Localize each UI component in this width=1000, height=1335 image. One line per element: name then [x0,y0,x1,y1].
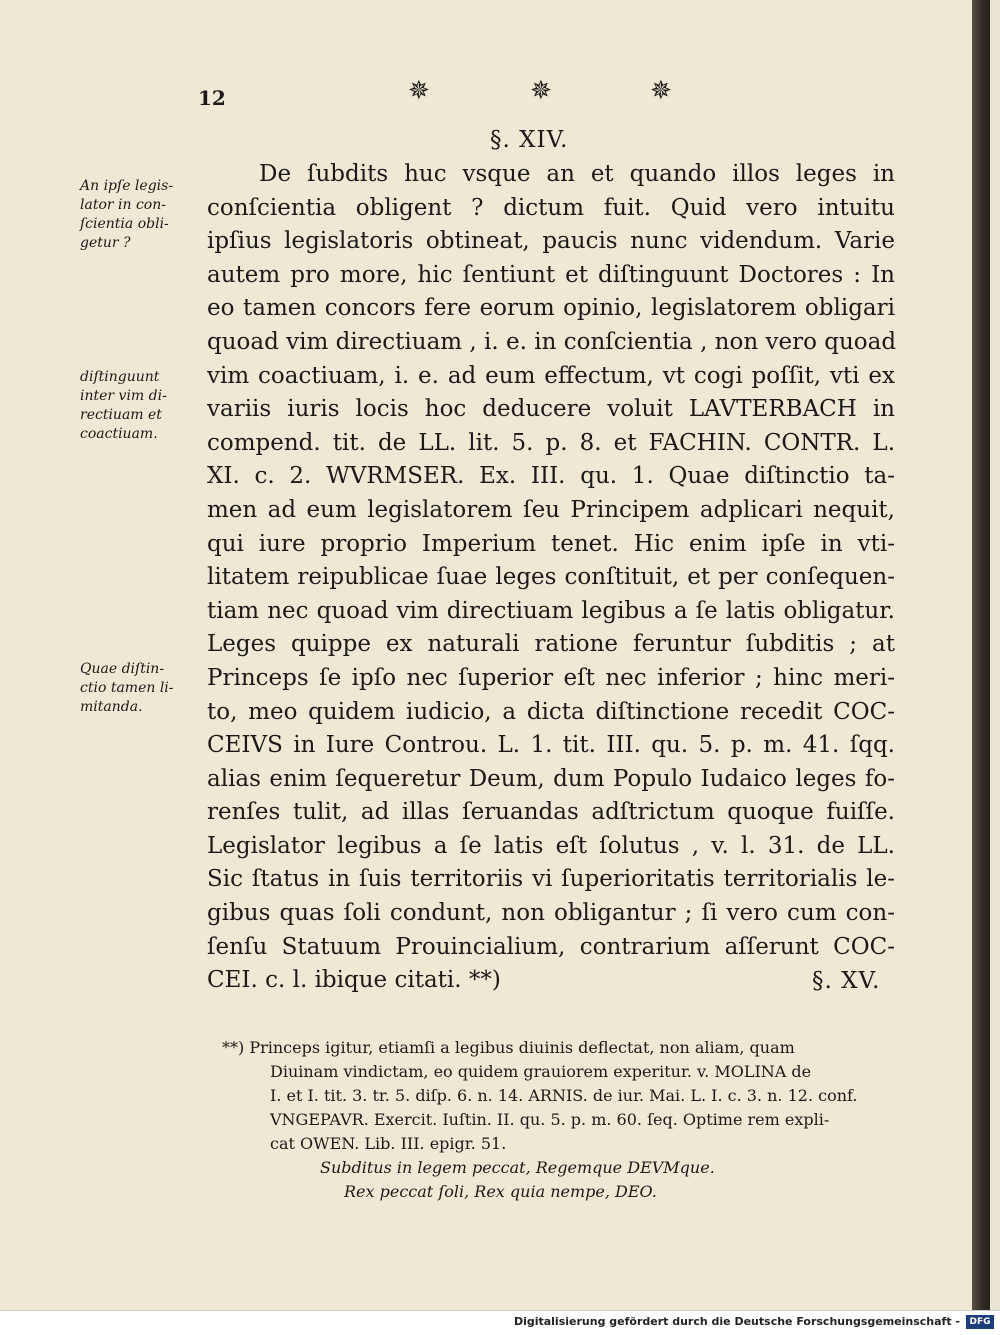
margin-note-line: getur ? [80,235,131,251]
margin-note-line: rectiuam et [80,407,162,423]
body-paragraph [207,158,895,998]
ornament-star-icon: ✵ [530,76,552,106]
body-line: eo tamen concors fere eorum opinio, legislatorem obligari [207,295,895,322]
verse-line: Subditus in legem peccat, Regemque DEVMque. [320,1158,715,1177]
footnote-line: Diuinam vindictam, eo quidem grauiorem experitur. v. MOLINA de [270,1062,812,1081]
margin-note [80,177,198,253]
body-line: tiam nec quoad vim directiuam legibus a ſe latis obligatur. [207,597,895,624]
digitization-footer [0,1310,1000,1335]
margin-note-line: lator in con- [80,197,166,213]
body-line: Sic ſtatus in ſuis territoriis vi ſuperioritatis territorialis le- [207,866,895,893]
footnote-line: **) Princeps igitur, etiamſi a legibus diuinis deflectat, non aliam, quam [222,1038,795,1057]
book-binding-edge [972,0,990,1310]
dfg-logo: DFG [966,1315,994,1329]
body-line: alias enim ſequeretur Deum, dum Populo Iudaico leges fo- [207,765,895,792]
body-line: litatem reipublicae ſuae leges conſtituit, et per conſequen- [207,564,895,591]
margin-note-line: diſtinguunt [80,369,160,385]
footnote-line: VNGEPAVR. Exercit. Iuſtin. II. qu. 5. p. m. 60. ſeq. Optime rem expli- [270,1110,830,1129]
body-line: ſenſu Statuum Prouincialium, contrarium aſſerunt COC- [207,933,895,960]
body-line: De ſubdits huc vsque an et quando illos leges in [259,161,895,187]
verse-line: Rex peccat ſoli, Rex quia nempe, DEO. [344,1182,657,1201]
margin-note [80,660,198,717]
body-line: Princeps ſe ipſo nec ſuperior eſt nec inferior ; hinc meri- [207,664,895,691]
body-line: Legislator legibus a ſe latis eſt ſolutus , v. l. 31. de LL. [207,832,895,859]
margin-note [80,368,198,444]
body-line: compend. tit. de LL. lit. 5. p. 8. et FACHIN. CONTR. L. [207,429,895,456]
margin-note-line: mitanda. [80,699,143,715]
body-line: quoad vim directiuam , i. e. in conſcientia , non vero quoad [207,328,897,355]
body-line: men ad eum legislatorem ſeu Principem adplicari nequit, [207,496,895,523]
body-line: ipſius legislatoris obtineat, paucis nunc videndum. Varie [207,228,895,255]
page-number: 12 [198,86,226,110]
ornament-star-icon: ✵ [408,76,430,106]
body-line: CEI. c. l. ibique citati. **) [207,967,501,994]
body-line: conſcientia obligent ? dictum fuit. Quid vero intuitu [207,194,895,221]
footnote [222,1036,902,1204]
section-heading: §. XIV. [490,127,569,153]
margin-note-line: Quae diſtin- [80,661,165,677]
body-line: qui iure proprio Imperium tenet. Hic enim ipſe in vti- [207,530,895,557]
margin-note-line: inter vim di- [80,388,167,404]
body-line: CEIVS in Iure Controu. L. 1. tit. III. qu. 5. p. m. 41. ſqq. [207,732,895,759]
footer-credit: Digitalisierung gefördert durch die Deutsche Forschungsgemeinschaft - [513,1315,960,1328]
body-line: to, meo quidem iudicio, a dicta diſtinctione recedit COC- [207,698,895,725]
margin-note-line: ſcientia obli- [80,216,169,232]
body-line: autem pro more, hic ſentiunt et diſtinguunt Doctores : In [207,261,895,288]
body-line: XI. c. 2. WVRMSER. Ex. III. qu. 1. Quae diſtinctio ta- [207,463,895,490]
body-line: gibus quas ſoli condunt, non obligantur ; ſi vero cum con- [207,900,895,927]
body-line: renſes tulit, ad illas ſeruandas adſtrictum quoque fuiſſe. [207,799,895,826]
next-section-catchword: §. XV. [812,968,881,994]
margin-note-line: An ipſe legis- [80,178,174,194]
margin-note-line: coactiuam. [80,426,158,442]
margin-note-line: ctio tamen li- [80,680,174,696]
body-line: Leges quippe ex naturali ratione feruntur ſubditis ; at [207,631,895,658]
footnote-line: cat OWEN. Lib. III. epigr. 51. [270,1134,507,1153]
body-line: variis iuris locis hoc deducere voluit LAVTERBACH in [207,396,895,423]
footnote-line: I. et I. tit. 3. tr. 5. diſp. 6. n. 14. ARNIS. de iur. Mai. L. I. c. 3. n. 12. conf. [270,1086,858,1105]
body-line: vim coactiuam, i. e. ad eum effectum, vt cogi poſſit, vti ex [207,362,895,389]
ornament-star-icon: ✵ [650,76,672,106]
